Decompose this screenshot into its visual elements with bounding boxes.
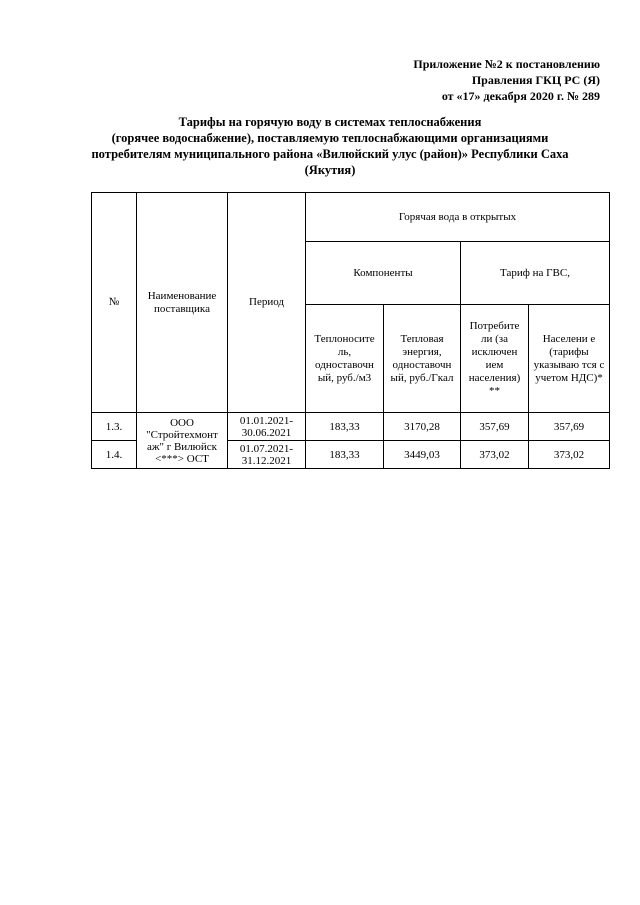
appendix-line-1: Приложение №2 к постановлению: [413, 57, 600, 71]
cell-period: 01.01.2021- 30.06.2021: [228, 413, 306, 441]
cell-heat-carrier: 183,33: [306, 413, 384, 441]
cell-num: 1.4.: [92, 441, 137, 469]
header-population: Населени е (тарифы указываю тся с учетом НДС)*: [529, 305, 610, 413]
header-period: Период: [228, 193, 306, 413]
header-supplier: Наименование поставщика: [137, 193, 228, 413]
appendix-line-3: от «17» декабря 2020 г. № 289: [441, 89, 600, 103]
header-consumers: Потребите ли (за исключен ием населения) **: [461, 305, 529, 413]
header-num: №: [92, 193, 137, 413]
cell-heat-energy: 3449,03: [384, 441, 461, 469]
header-components: Компоненты: [306, 242, 461, 305]
title-line-2: (горячее водоснабжение), поставляемую теплоснабжающими организациями: [111, 131, 549, 145]
cell-num: 1.3.: [92, 413, 137, 441]
title-line-4: (Якутия): [304, 163, 356, 177]
document-title: [60, 114, 600, 178]
cell-period: 01.07.2021- 31.12.2021: [228, 441, 306, 469]
cell-population: 373,02: [529, 441, 610, 469]
cell-supplier: ООО "Стройтехмонт аж" г Вилюйск <***> ОСТ: [137, 413, 228, 469]
cell-population: 357,69: [529, 413, 610, 441]
tariff-table: [91, 192, 610, 469]
title-line-1: Тарифы на горячую воду в системах теплоснабжения: [178, 115, 482, 129]
cell-heat-carrier: 183,33: [306, 441, 384, 469]
cell-consumers: 357,69: [461, 413, 529, 441]
table-row: [92, 413, 610, 441]
title-line-3: потребителям муниципального района «Вилюйский улус (район)» Республики Саха: [91, 147, 569, 161]
header-hot-water-group: Горячая вода в открытых: [306, 193, 610, 242]
appendix-line-2: Правления ГКЦ РС (Я): [471, 73, 600, 87]
cell-consumers: 373,02: [461, 441, 529, 469]
header-row-1: [92, 193, 610, 242]
cell-heat-energy: 3170,28: [384, 413, 461, 441]
header-heat-carrier: Теплоносите ль, одноставочн ый, руб./м3: [306, 305, 384, 413]
header-tariff: Тариф на ГВС,: [461, 242, 610, 305]
appendix-header: [300, 56, 600, 104]
header-heat-energy: Тепловая энергия, одноставочн ый, руб./Гкал: [384, 305, 461, 413]
